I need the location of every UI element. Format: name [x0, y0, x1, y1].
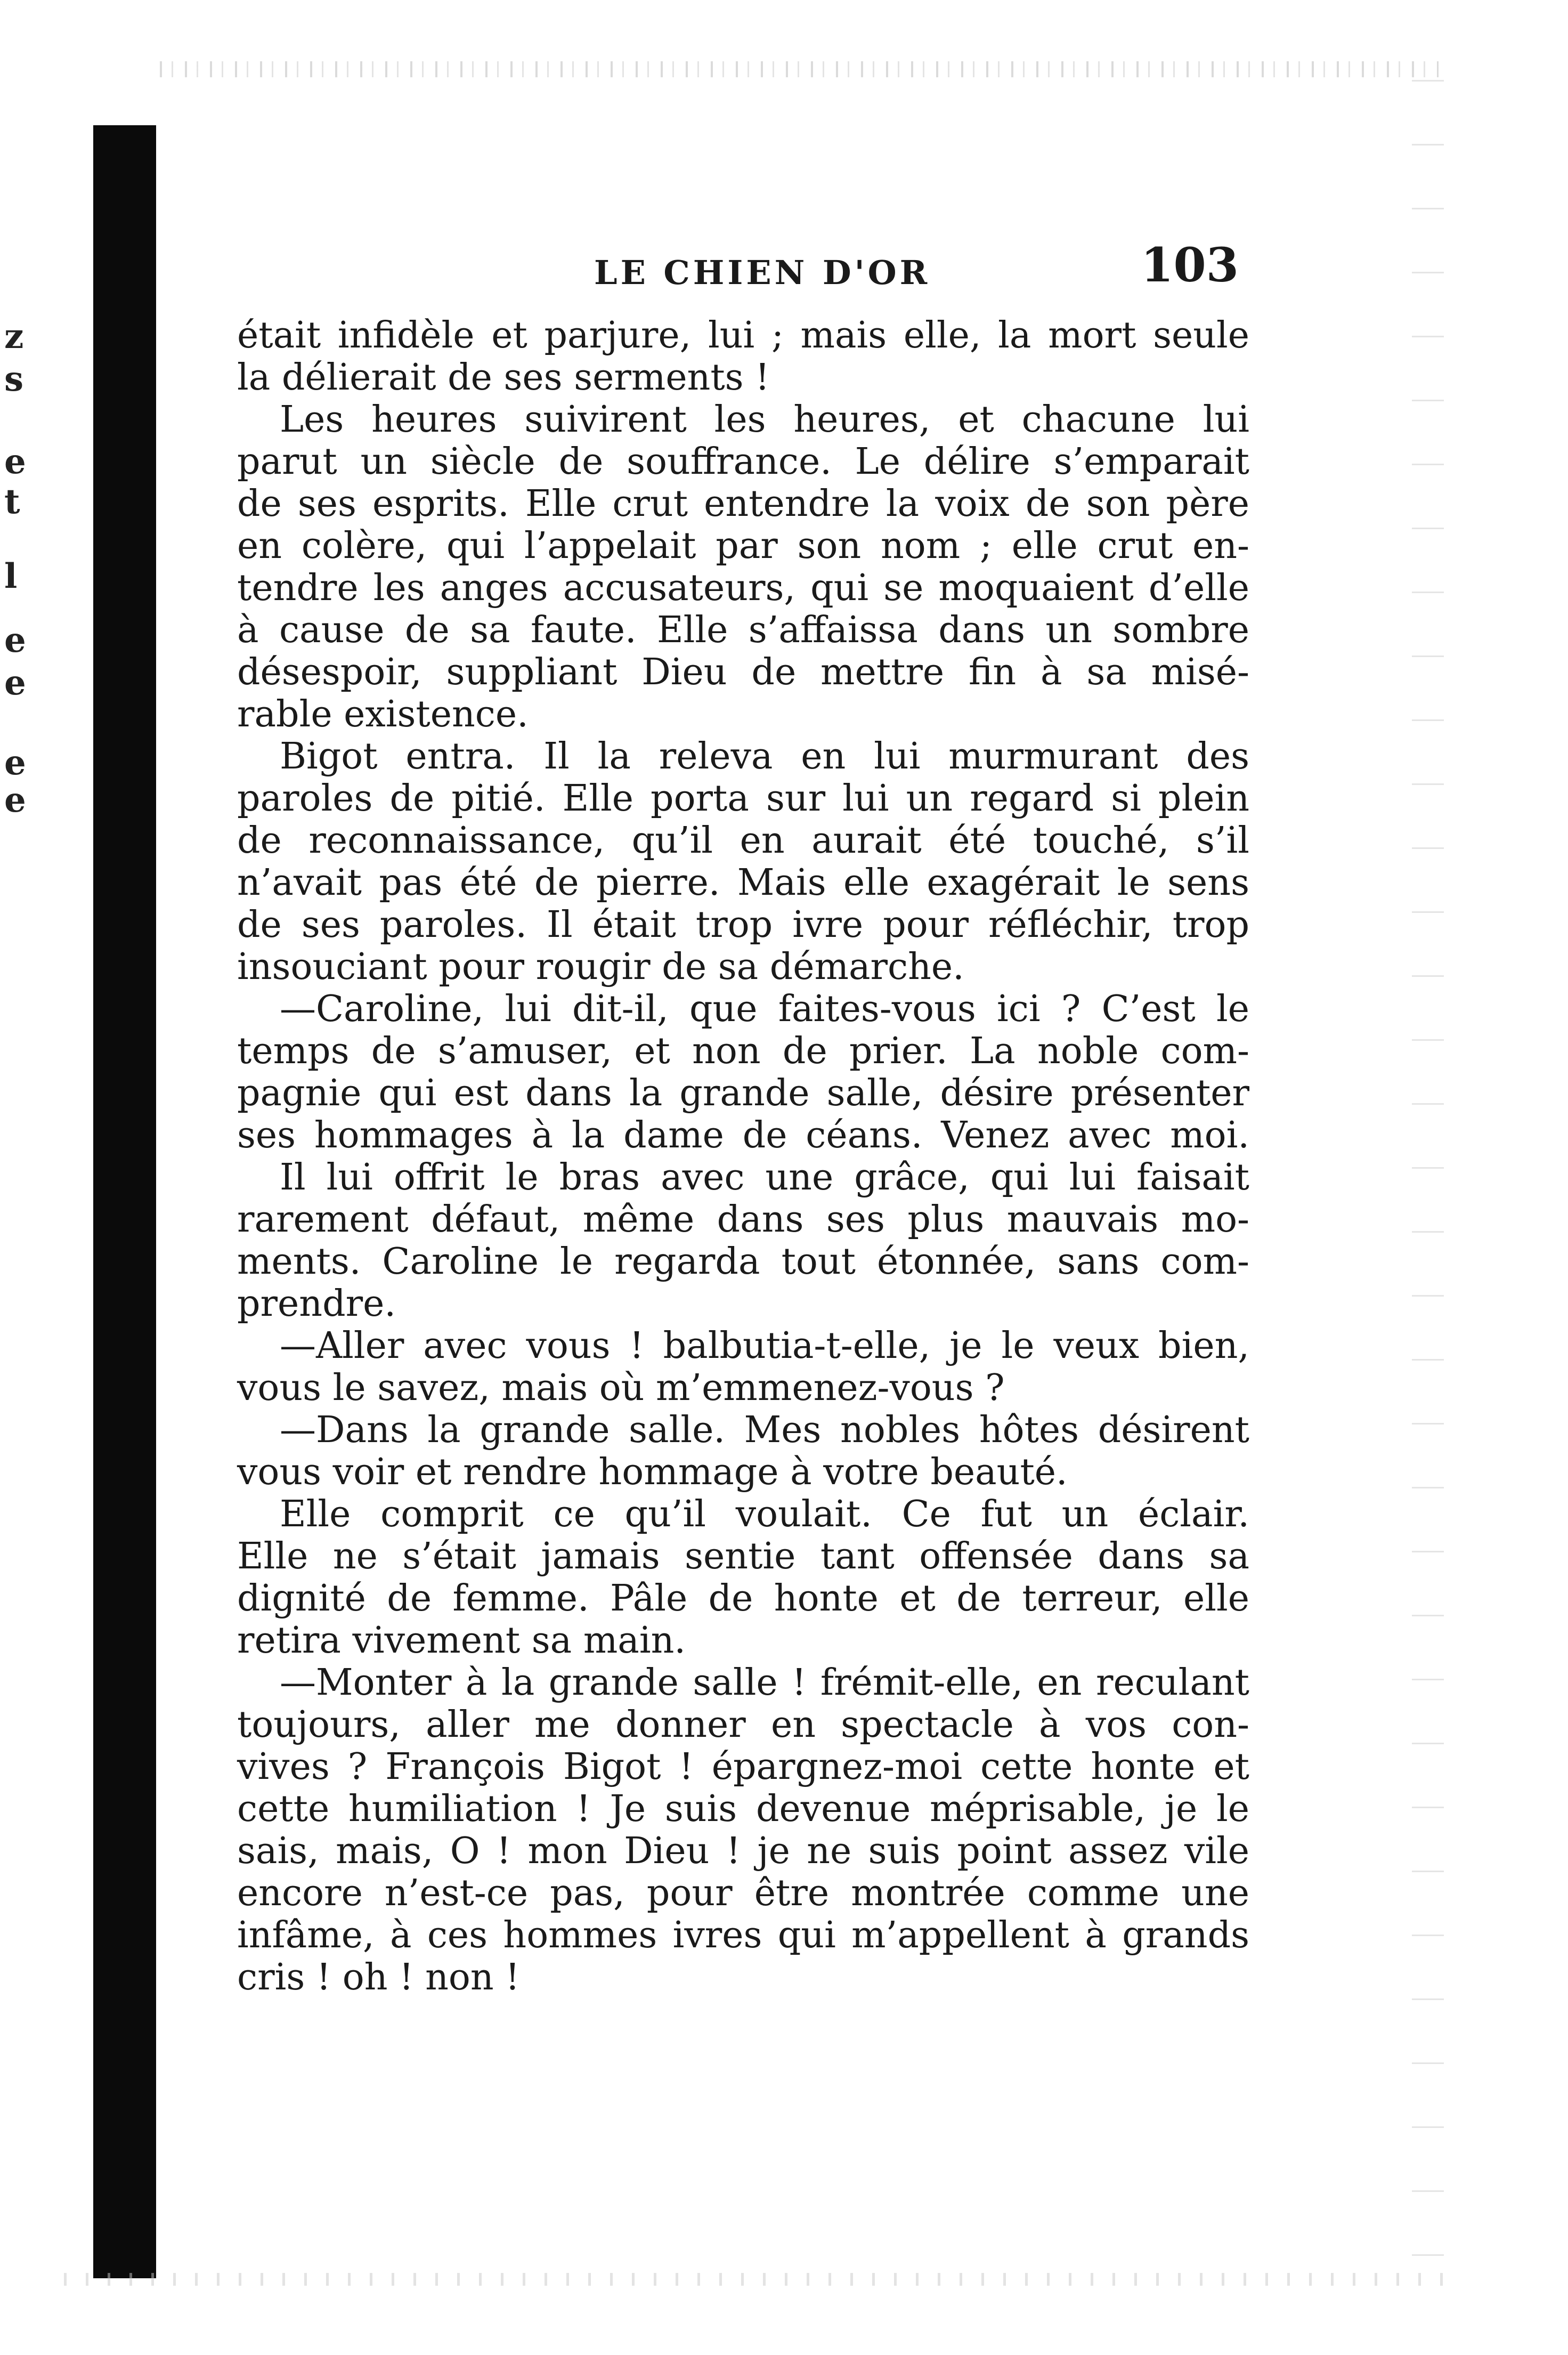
margin-fragment: e — [4, 663, 26, 703]
text-line: vous le savez, mais où m’emmenez-vous ? — [237, 1367, 1005, 1409]
text-line: en colère, qui l’appelait par son nom ; elle crut en- — [237, 525, 1249, 567]
text-line: parut un siècle de souffrance. Le délire s’emparait — [237, 441, 1249, 483]
page-number: 103 — [1141, 237, 1239, 293]
text-line: désespoir, suppliant Dieu de mettre fin à sa misé- — [237, 651, 1249, 693]
margin-fragment: z — [4, 317, 24, 357]
text-line: était infidèle et parjure, lui ; mais elle, la mort seule — [237, 314, 1249, 357]
text-line: la délierait de ses serments ! — [237, 357, 770, 399]
text-line: de ses esprits. Elle crut entendre la voix de son père — [237, 483, 1249, 525]
text-line: n’avait pas été de pierre. Mais elle exagérait le sens — [237, 862, 1249, 904]
scan-noise-right — [1412, 80, 1444, 2265]
text-line: encore n’est-ce pas, pour être montrée comme une — [237, 1872, 1249, 1914]
text-line: rarement défaut, même dans ses plus mauvais mo- — [237, 1199, 1249, 1241]
text-line: de ses paroles. Il était trop ivre pour réfléchir, trop — [237, 904, 1249, 946]
text-line: pagnie qui est dans la grande salle, désire présenter — [237, 1072, 1249, 1114]
margin-fragment: e — [4, 442, 26, 482]
text-line: vives ? François Bigot ! épargnez-moi cette honte et — [237, 1746, 1249, 1788]
text-line: —Monter à la grande salle ! frémit-elle, en reculant — [280, 1662, 1249, 1704]
text-line: prendre. — [237, 1283, 396, 1325]
text-line: cris ! oh ! non ! — [237, 1956, 520, 1998]
body-text — [237, 314, 1249, 1998]
book-binding-shadow — [93, 125, 156, 2278]
margin-fragment: e — [4, 620, 26, 660]
text-line: —Aller avec vous ! balbutia-t-elle, je le veux bien, — [280, 1325, 1249, 1367]
text-line: ments. Caroline le regarda tout étonnée, sans com- — [237, 1241, 1249, 1283]
margin-fragment: e — [4, 743, 26, 783]
text-line: de reconnaissance, qu’il en aurait été touché, s’il — [237, 820, 1249, 862]
text-line: Elle ne s’était jamais sentie tant offensée dans sa — [237, 1535, 1249, 1577]
text-line: tendre les anges accusateurs, qui se moquaient d’elle — [237, 567, 1249, 609]
text-line: insouciant pour rougir de sa démarche. — [237, 946, 964, 988]
text-line: ses hommages à la dame de céans. Venez avec moi. — [237, 1114, 1249, 1156]
text-line: à cause de sa faute. Elle s’affaissa dans un sombre — [237, 609, 1249, 651]
margin-fragment: t — [4, 482, 20, 522]
text-line: sais, mais, O ! mon Dieu ! je ne suis point assez vile — [237, 1830, 1249, 1872]
text-line: paroles de pitié. Elle porta sur lui un regard si plein — [237, 778, 1249, 820]
margin-fragment: e — [4, 780, 26, 820]
text-line: rable existence. — [237, 693, 529, 735]
text-line: dignité de femme. Pâle de honte et de terreur, elle — [237, 1577, 1249, 1620]
text-line: temps de s’amuser, et non de prier. La noble com- — [237, 1030, 1249, 1072]
text-line: infâme, à ces hommes ivres qui m’appellent à grands — [237, 1914, 1249, 1956]
text-line: vous voir et rendre hommage à votre beauté. — [237, 1451, 1068, 1493]
left-margin-bleed-through — [0, 256, 48, 1961]
text-line: Bigot entra. Il la releva en lui murmurant des — [280, 735, 1249, 778]
text-line: cette humiliation ! Je suis devenue méprisable, je le — [237, 1788, 1249, 1830]
text-line: —Caroline, lui dit-il, que faites-vous ici ? C’est le — [280, 988, 1249, 1030]
text-line: Il lui offrit le bras avec une grâce, qui lui faisait — [280, 1156, 1249, 1199]
scan-noise-bottom — [64, 2273, 1449, 2286]
running-title: LE CHIEN D'OR — [594, 253, 931, 292]
margin-fragment: l — [4, 556, 18, 596]
text-line: —Dans la grande salle. Mes nobles hôtes désirent — [280, 1409, 1249, 1451]
text-line: retira vivement sa main. — [237, 1620, 686, 1662]
page-header — [237, 237, 1249, 293]
margin-fragment: s — [4, 359, 24, 399]
scan-noise-top — [160, 61, 1439, 77]
text-line: Les heures suivirent les heures, et chacune lui — [280, 399, 1249, 441]
text-line: Elle comprit ce qu’il voulait. Ce fut un éclair. — [280, 1493, 1249, 1535]
text-line: toujours, aller me donner en spectacle à vos con- — [237, 1704, 1249, 1746]
